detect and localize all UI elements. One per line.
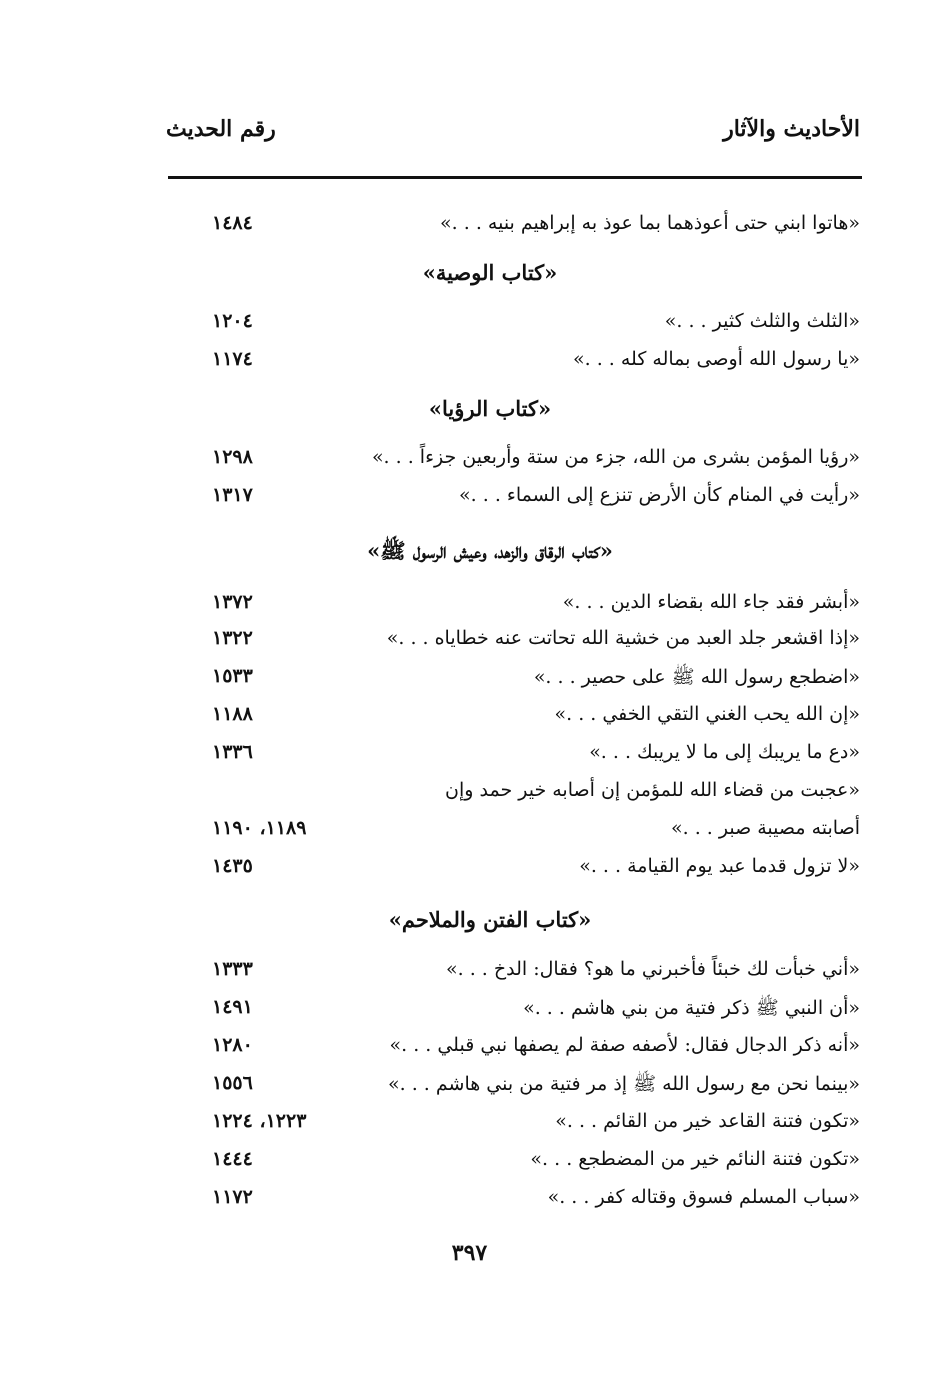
section-heading-text: «كتاب الوصية» [422,260,558,285]
index-entry [160,703,860,737]
section-heading [160,396,860,421]
hadith-number: ١٢٠٤ [212,310,253,332]
index-entry [160,817,860,851]
hadith-number: ١٤٩١ [212,996,253,1018]
hadith-text: «رأيت في المنام كأن الأرض تنزع إلى السماء . . .» [459,484,860,506]
hadith-number: ١٢٢٣، ١٢٢٤ [212,1110,307,1132]
index-entry [160,1148,860,1182]
index-entry [160,627,860,661]
hadith-number: ١٣٣٣ [212,958,253,980]
hadith-number: ١١٨٨ [212,703,253,725]
hadith-text: «عجبت من قضاء الله للمؤمن إن أصابه خير حمد وإن [445,779,860,801]
index-entry [160,484,860,518]
index-entry [160,310,860,344]
section-heading [160,907,860,932]
index-entry [160,996,860,1030]
hadith-number: ١٢٩٨ [212,446,253,468]
hadith-number: ١١٧٤ [212,348,253,370]
hadith-text: «سباب المسلم فسوق وقتاله كفر . . .» [547,1186,860,1208]
hadith-text: «بينما نحن مع رسول الله ﷺ إذ مر فتية من بني هاشم . . .» [388,1073,860,1095]
section-heading-text: «كتاب الرؤيا» [428,396,552,421]
index-entry [160,591,860,625]
hadith-text: أصابته مصيبة صبر . . .» [670,817,860,839]
index-entry [160,348,860,382]
hadith-text: «رؤيا المؤمن بشرى من الله، جزء من ستة وأربعين جزءاً . . .» [371,446,860,468]
hadith-text: «هاتوا ابني حتى أعوذهما بما عوذ به إبراهيم بنيه . . .» [440,212,860,234]
hadith-number: ١٤٤٤ [212,1148,253,1170]
hadith-text: «اضطجع رسول الله ﷺ على حصير . . .» [533,666,860,688]
hadith-number: ١٣١٧ [212,484,253,506]
hadith-number: ١٥٣٣ [212,665,253,687]
hadith-number: ١٣٧٢ [212,591,253,613]
hadith-number: ١٣٣٦ [212,741,253,763]
hadith-number: ١٣٢٢ [212,627,253,649]
index-entry [160,741,860,775]
hadith-number: ١٥٥٦ [212,1072,253,1094]
index-entry [160,212,860,246]
hadith-number: ١١٨٩، ١١٩٠ [212,817,307,839]
hadith-text: «أن النبي ﷺ ذكر فتية من بني هاشم . . .» [523,997,860,1019]
index-entry [160,1186,860,1220]
index-entry [160,779,860,813]
index-entry [160,446,860,480]
index-entry [160,1110,860,1144]
index-entry [160,1034,860,1068]
hadith-text: «أنه ذكر الدجال فقال: لأصفه صفة لم يصفها نبي قبلي . . .» [389,1034,860,1056]
hadith-text: «يا رسول الله أوصى بماله كله . . .» [572,348,860,370]
column-title-hadiths: الأحاديث والآثار [723,116,860,142]
hadith-text: «تكون فتنة النائم خير من المضطجع . . .» [530,1148,860,1170]
hadith-text: «أني خبأت لك خبئاً فأخبرني ما هو؟ فقال: الدخ . . .» [445,958,860,980]
hadith-text: «الثلث والثلث كثير . . .» [664,310,860,332]
index-entry [160,1072,860,1106]
section-heading [160,538,860,569]
hadith-text: «أبشر فقد جاء الله بقضاء الدين . . .» [562,591,860,613]
section-heading-text: «كتاب الفتن والملاحم» [388,907,592,932]
index-entry [160,958,860,992]
page-number: ٣٩٧ [451,1240,488,1266]
hadith-number: ١٤٣٥ [212,855,253,877]
hadith-text: «لا تزول قدما عبد يوم القيامة . . .» [579,855,860,877]
hadith-text: «تكون فتنة القاعد خير من القائم . . .» [555,1110,860,1132]
section-heading [160,260,860,285]
hadith-number: ١١٧٢ [212,1186,253,1208]
index-entry [160,665,860,699]
hadith-number: ١٤٨٤ [212,212,253,234]
hadith-text: «دع ما يريبك إلى ما لا يريبك . . .» [589,741,860,763]
section-heading-text: «كتاب الرقاق والزهد، وعيش الرسول ﷺ» [367,538,613,563]
column-title-hadith-number: رقم الحديث [166,116,276,142]
hadith-text: «إن الله يحب الغني التقي الخفي . . .» [554,703,860,725]
index-entry [160,855,860,889]
hadith-number: ١٢٨٠ [212,1034,253,1056]
hadith-text: «إذا اقشعر جلد العبد من خشية الله تحاتت عنه خطاياه . . .» [386,627,860,649]
